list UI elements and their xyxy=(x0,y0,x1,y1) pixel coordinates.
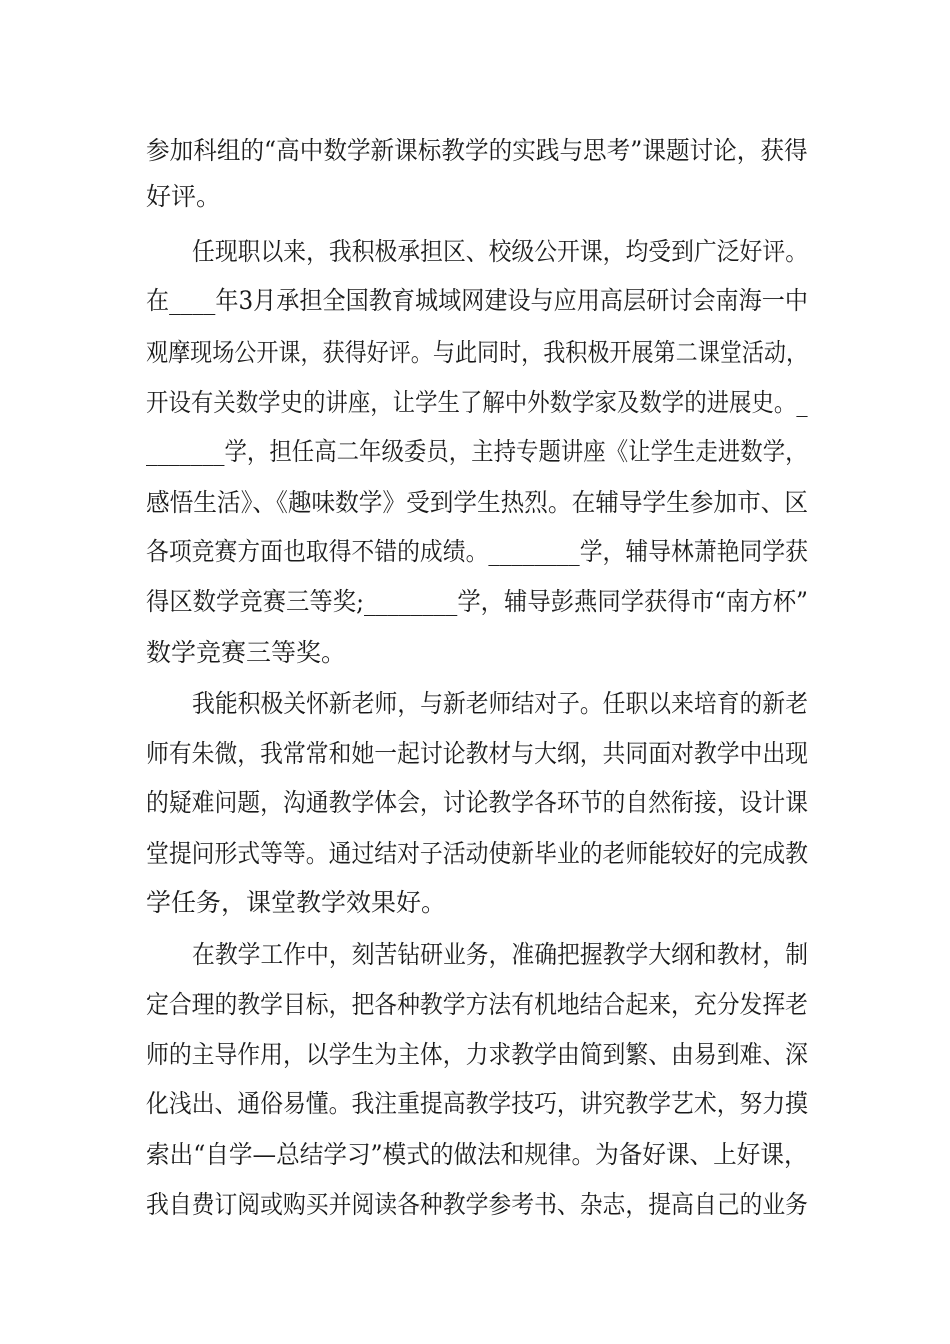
text-line: 数学竞赛三等奖。 xyxy=(146,638,347,667)
text-line: 好评。 xyxy=(146,182,222,211)
text-line: _______学，担任高二年级委员，主持专题讲座《让学生走进数学， xyxy=(146,437,808,466)
text-line: 在____年3月承担全国教育城域网建设与应用高层研讨会南海一中 xyxy=(146,286,808,315)
text-line: 得区数学竞赛三等奖;________学，辅导彭燕同学获得市“南方杯” xyxy=(146,587,808,616)
text-line: 参加科组的“高中数学新课标教学的实践与思考”课题讨论，获得 xyxy=(146,136,808,165)
text-line: 索出“自学—总结学习”模式的做法和规律。为备好课、上好课， xyxy=(146,1140,808,1169)
text-line: 观摩现场公开课，获得好评。与此同时，我积极开展第二课堂活动， xyxy=(146,338,809,367)
text-line: 感悟生活》、《趣味数学》受到学生热烈。在辅导学生参加市、区 xyxy=(146,488,809,517)
text-line: 学任务，课堂教学效果好。 xyxy=(146,888,447,917)
text-line: 开设有关数学史的讲座，让学生了解中外数学家及数学的进展史。_ xyxy=(146,388,808,417)
text-line: 我能积极关怀新老师，与新老师结对子。任职以来培育的新老 xyxy=(192,689,809,718)
text-line: 的疑难问题，沟通教学体会，讨论教学各环节的自然衔接，设计课 xyxy=(146,788,809,817)
text-line: 各项竞赛方面也取得不错的成绩。________学，辅导林萧艳同学获 xyxy=(146,537,809,566)
text-line: 我自费订阅或购买并阅读各种教学参考书、杂志，提高自己的业务 xyxy=(146,1190,809,1219)
text-line: 在教学工作中，刻苦钻研业务，准确把握教学大纲和教材，制 xyxy=(192,940,809,969)
text-line: 堂提问形式等等。通过结对子活动使新毕业的老师能较好的完成教 xyxy=(146,839,809,868)
text-line: 化浅出、通俗易懂。我注重提高教学技巧，讲究教学艺术，努力摸 xyxy=(146,1089,809,1118)
text-line: 定合理的教学目标，把各种教学方法有机地结合起来，充分发挥老 xyxy=(146,990,809,1019)
text-line: 任现职以来，我积极承担区、校级公开课，均受到广泛好评。 xyxy=(192,237,809,266)
text-line: 师有朱微，我常常和她一起讨论教材与大纲，共同面对教学中出现 xyxy=(146,739,809,768)
text-line: 师的主导作用，以学生为主体，力求教学由简到繁、由易到难、深 xyxy=(146,1040,809,1069)
